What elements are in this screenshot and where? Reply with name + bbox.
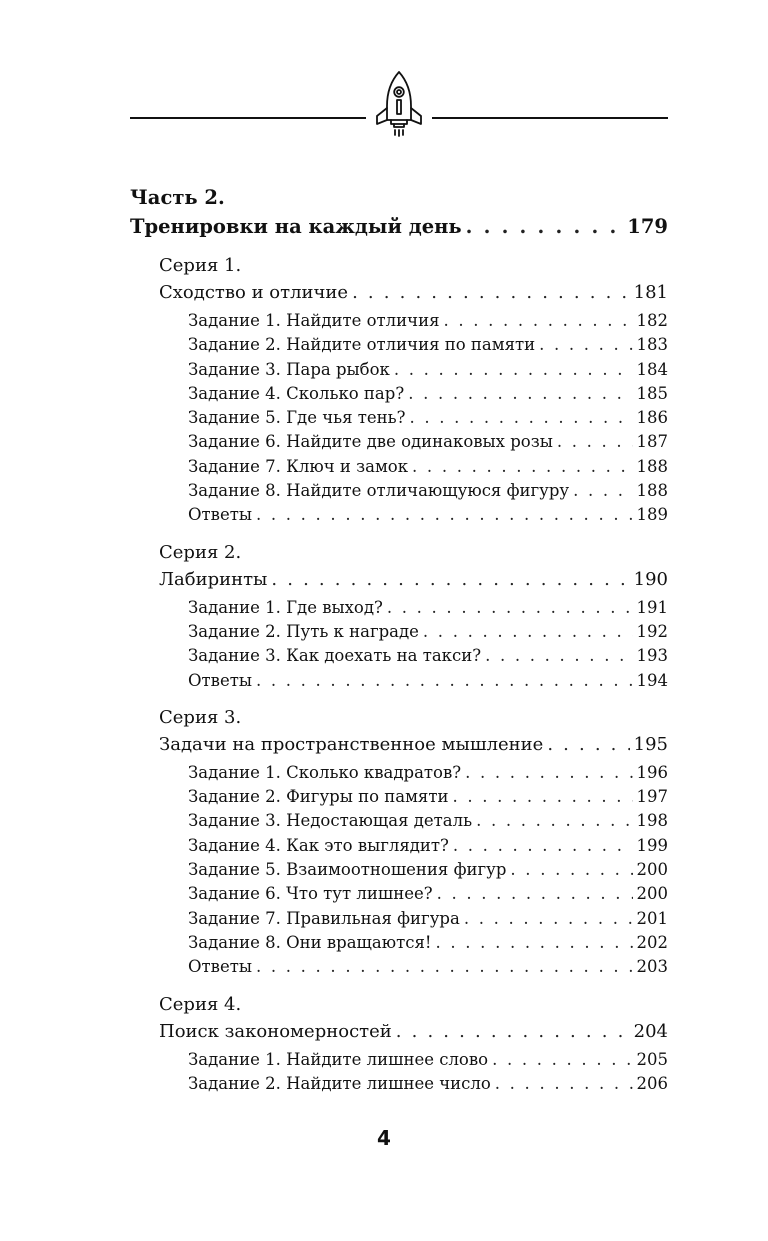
series-page: 190: [633, 568, 668, 590]
dot-leader: [573, 479, 632, 503]
task-entry[interactable]: [188, 406, 668, 430]
series-title: Сходство и отличие: [159, 282, 349, 303]
task-page: 182: [636, 311, 668, 330]
dot-leader: [443, 309, 632, 333]
task-entry[interactable]: [188, 309, 668, 333]
dot-leader: [539, 333, 632, 357]
series-block: [159, 253, 668, 528]
task-title: Задание 1. Где выход?: [188, 597, 383, 617]
task-page: 192: [636, 621, 668, 641]
task-title: Задание 5. Взаимоотношения фигур: [188, 860, 507, 880]
task-page: 200: [636, 860, 668, 880]
task-title: Задание 2. Фигуры по памяти: [188, 787, 449, 807]
task-title: Задание 3. Недостающая деталь: [188, 811, 473, 831]
task-page: 186: [636, 408, 668, 428]
task-entry[interactable]: [188, 455, 668, 479]
task-page: 183: [636, 335, 668, 355]
dot-leader: [408, 382, 632, 406]
task-entry[interactable]: [188, 382, 668, 406]
task-title: Задание 2. Найдите отличия по памяти: [188, 335, 536, 355]
page-header: [0, 0, 768, 150]
task-page: 194: [636, 670, 668, 690]
series-page: 195: [633, 733, 668, 755]
task-entry[interactable]: [188, 955, 668, 979]
series-number: Серия 3.: [159, 706, 242, 728]
task-title: Задание 3. Как доехать на такси?: [188, 646, 482, 666]
task-entry[interactable]: [188, 430, 668, 454]
task-page: 206: [636, 1073, 668, 1093]
part-number: Часть 2.: [130, 186, 225, 209]
dot-leader: [387, 596, 633, 620]
part-page: 179: [627, 215, 668, 238]
task-entry[interactable]: [188, 479, 668, 503]
series-title-entry[interactable]: [159, 1018, 668, 1046]
dot-leader: [256, 669, 633, 693]
series-page: 204: [633, 1020, 668, 1042]
task-entry[interactable]: [188, 503, 668, 527]
dot-leader: [547, 731, 629, 759]
series-block: [159, 705, 668, 980]
series-title: Лабиринты: [159, 568, 268, 590]
task-entry[interactable]: [188, 761, 668, 785]
dot-leader: [476, 809, 632, 833]
dot-leader: [492, 1048, 632, 1072]
task-page: 198: [636, 811, 668, 831]
part-title-entry[interactable]: [130, 212, 668, 241]
dot-leader: [557, 430, 633, 454]
dot-leader: [436, 931, 633, 955]
dot-leader: [510, 858, 632, 882]
task-entry[interactable]: [188, 358, 668, 382]
header-rule-right: [432, 117, 668, 119]
dot-leader: [256, 503, 633, 527]
task-page: 187: [636, 432, 668, 452]
dot-leader: [352, 279, 630, 307]
task-title: Ответы: [188, 670, 252, 690]
task-title: Задание 2. Путь к награде: [188, 621, 419, 641]
dot-leader: [396, 1018, 630, 1046]
task-entry[interactable]: [188, 785, 668, 809]
dot-leader: [453, 834, 633, 858]
task-title: Задание 1. Найдите отличия: [188, 311, 440, 330]
task-list: [188, 596, 668, 693]
task-page: 191: [636, 597, 668, 617]
task-page: 189: [636, 505, 668, 525]
task-list: [188, 761, 668, 980]
task-title: Задание 4. Сколько пар?: [188, 383, 405, 403]
series-page: 181: [633, 282, 668, 303]
task-page: 197: [636, 787, 668, 807]
task-page: 193: [636, 646, 668, 666]
task-title: Задание 1. Сколько квадратов?: [188, 762, 462, 782]
task-entry[interactable]: [188, 931, 668, 955]
task-page: 202: [636, 932, 668, 952]
dot-leader: [464, 907, 633, 931]
task-page: 201: [636, 908, 668, 928]
dot-leader: [495, 1072, 633, 1096]
table-of-contents: [130, 183, 668, 1096]
dot-leader: [485, 644, 632, 668]
task-entry[interactable]: [188, 882, 668, 906]
series-number: Серия 4.: [159, 993, 242, 1015]
task-page: 184: [636, 359, 668, 379]
series-number: Серия 1.: [159, 255, 242, 276]
series-title-entry[interactable]: [159, 731, 668, 759]
task-page: 200: [636, 884, 668, 904]
task-entry[interactable]: [188, 669, 668, 693]
task-entry[interactable]: [188, 1048, 668, 1072]
series-title: Поиск закономерностей: [159, 1020, 392, 1042]
task-title: Задание 1. Найдите лишнее слово: [188, 1049, 489, 1069]
part-title: Тренировки на каждый день: [130, 215, 462, 238]
dot-leader: [412, 455, 632, 479]
dot-leader: [394, 358, 633, 382]
task-list: [188, 309, 668, 528]
task-title: Ответы: [188, 957, 252, 977]
task-page: 188: [636, 481, 668, 501]
task-title: Задание 8. Они вращаются!: [188, 932, 432, 952]
series-block: [159, 540, 668, 693]
task-title: Задание 8. Найдите отличающуюся фигуру: [188, 481, 570, 501]
series-title: Задачи на пространственное мышление: [159, 733, 544, 755]
task-title: Задание 3. Пара рыбок: [188, 359, 390, 379]
dot-leader: [423, 620, 633, 644]
task-page: 185: [636, 383, 668, 403]
series-number: Серия 2.: [159, 541, 242, 563]
header-rule-left: [130, 117, 366, 119]
task-title: Задание 7. Правильная фигура: [188, 908, 460, 928]
series-block: [159, 992, 668, 1097]
task-title: Задание 6. Найдите две одинаковых розы: [188, 432, 553, 452]
dot-leader: [466, 212, 624, 241]
task-entry[interactable]: [188, 858, 668, 882]
task-page: 205: [636, 1049, 668, 1069]
dot-leader: [465, 761, 632, 785]
task-entry[interactable]: [188, 644, 668, 668]
task-entry[interactable]: [188, 809, 668, 833]
task-page: 196: [636, 762, 668, 782]
task-entry[interactable]: [188, 620, 668, 644]
task-list: [188, 1048, 668, 1097]
dot-leader: [452, 785, 632, 809]
dot-leader: [256, 955, 633, 979]
task-page: 203: [636, 957, 668, 977]
task-entry[interactable]: [188, 834, 668, 858]
task-page: 188: [636, 456, 668, 476]
task-page: 199: [636, 835, 668, 855]
task-title: Ответы: [188, 505, 252, 525]
series-title-entry[interactable]: [159, 279, 668, 307]
page-number: 4: [377, 1126, 391, 1150]
task-title: Задание 5. Где чья тень?: [188, 408, 406, 428]
task-entry[interactable]: [188, 333, 668, 357]
rocket-icon: [368, 68, 430, 140]
dot-leader: [437, 882, 633, 906]
task-entry[interactable]: [188, 1072, 668, 1096]
task-title: Задание 6. Что тут лишнее?: [188, 884, 433, 904]
task-title: Задание 4. Как это выглядит?: [188, 835, 449, 855]
task-entry[interactable]: [188, 596, 668, 620]
series-title-entry[interactable]: [159, 566, 668, 594]
task-title: Задание 7. Ключ и замок: [188, 456, 409, 476]
task-title: Задание 2. Найдите лишнее число: [188, 1073, 491, 1093]
dot-leader: [409, 406, 632, 430]
dot-leader: [271, 566, 629, 594]
task-entry[interactable]: [188, 907, 668, 931]
